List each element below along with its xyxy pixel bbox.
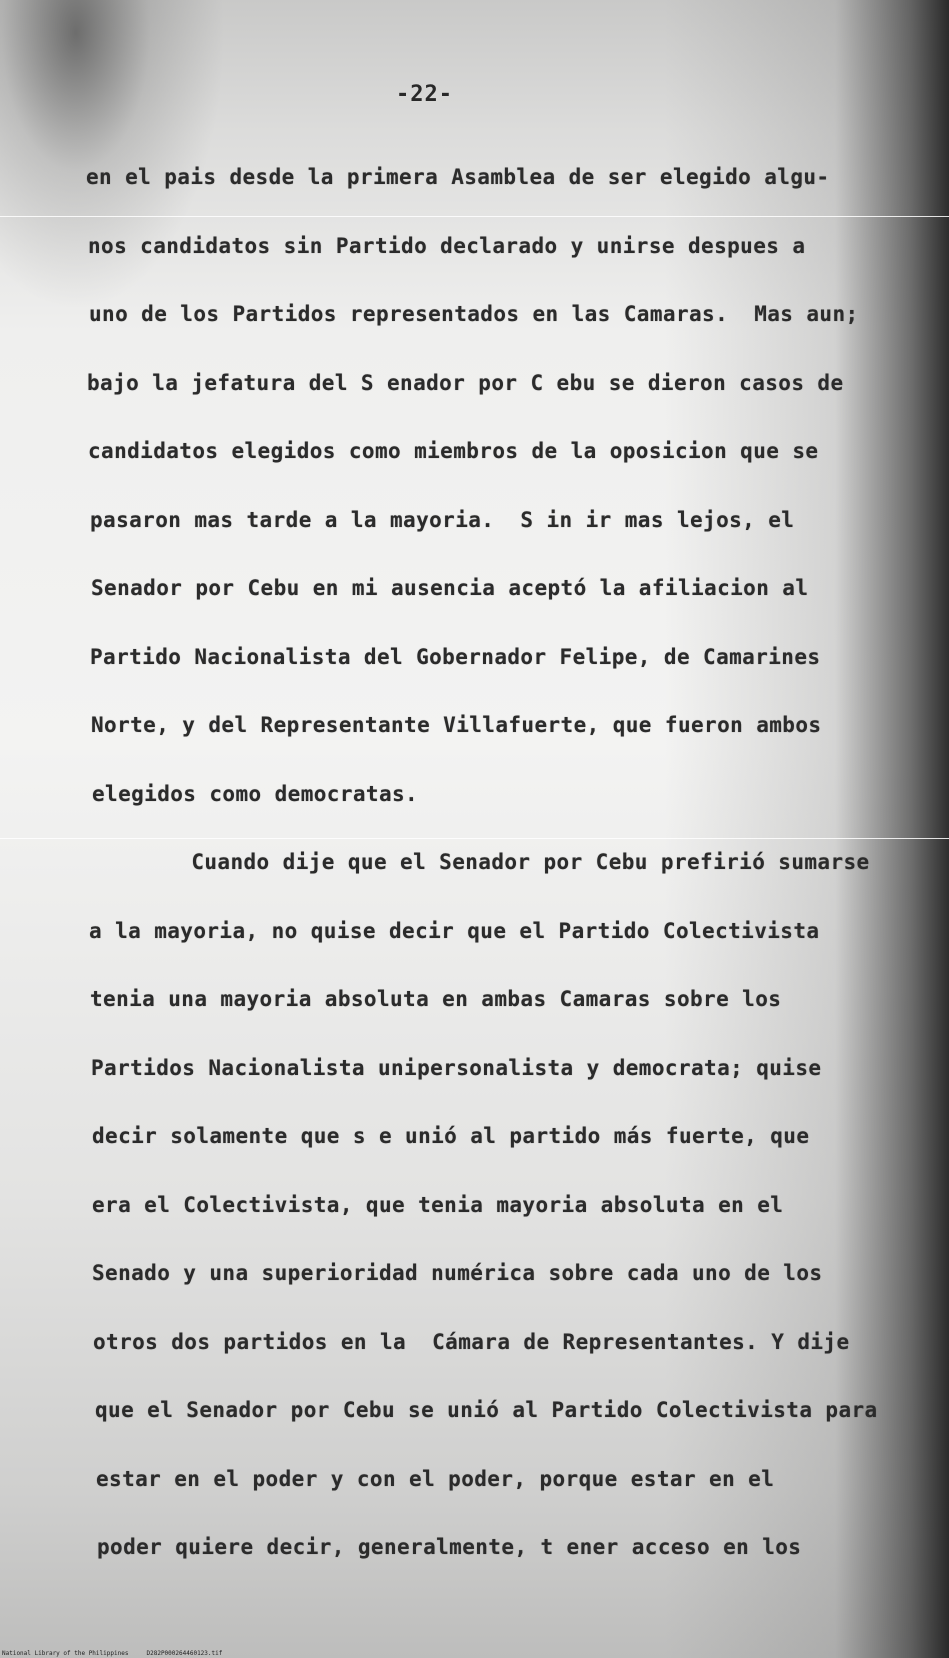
text-line: nos candidatos sin Partido declarado y unirse despues a: [88, 233, 806, 258]
text-line: tenia una mayoria absoluta en ambas Camaras sobre los: [90, 987, 782, 1011]
text-line: que el Senador por Cebu se unió al Partido Colectivista para: [95, 1398, 878, 1422]
page-number: -22-: [396, 82, 453, 107]
text-line: elegidos como democratas.: [92, 781, 419, 806]
text-line: pasaron mas tarde a la mayoria. S in ir mas lejos, el: [90, 507, 795, 532]
text-line: Senador por Cebu en mi ausencia aceptó la afiliacion al: [91, 576, 809, 600]
footer-file-id: D282P000264460123.tif: [146, 1650, 223, 1657]
text-line: candidatos elegidos como miembros de la oposicion que se: [88, 439, 819, 463]
typed-body-text: [86, 165, 926, 1604]
text-line: estar en el poder y con el poder, porque estar en el: [96, 1466, 775, 1491]
text-line: poder quiere decir, generalmente, t ener acceso en los: [97, 1535, 802, 1559]
archive-footer: [2, 1650, 222, 1657]
text-line: Norte, y del Representante Villafuerte, que fueron ambos: [91, 713, 822, 737]
text-line: era el Colectivista, que tenia mayoria absoluta en el: [92, 1192, 784, 1217]
text-line: bajo la jefatura del S enador por C ebu se dieron casos de: [87, 370, 844, 395]
footer-source: National Library of the Philippines: [2, 1650, 129, 1657]
text-line: otros dos partidos en la Cámara de Representantes. Y dije: [93, 1329, 850, 1354]
text-line: decir solamente que s e unió al partido más fuerte, que: [92, 1124, 810, 1148]
text-line: uno de los Partidos representados en las Camaras. Mas aun;: [89, 302, 859, 326]
text-line: Senado y una superioridad numérica sobre cada uno de los: [92, 1261, 823, 1285]
text-line: en el pais desde la primera Asamblea de ser elegido algu-: [86, 165, 830, 189]
text-line: Partidos Nacionalista unipersonalista y democrata; quise: [91, 1055, 822, 1080]
text-line: Cuando dije que el Senador por Cebu prefirió sumarse: [87, 850, 870, 874]
text-line: Partido Nacionalista del Gobernador Felipe, de Camarines: [90, 644, 821, 669]
text-line: a la mayoria, no quise decir que el Partido Colectivista: [89, 918, 820, 943]
